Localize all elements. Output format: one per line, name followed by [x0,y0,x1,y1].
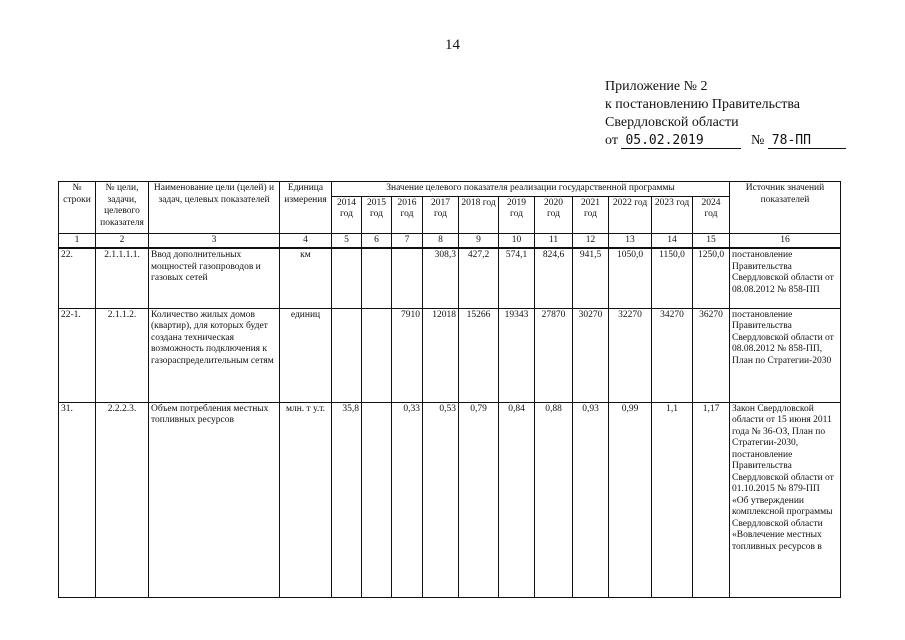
value-cell: 824,6 [535,248,573,308]
value-cell [362,402,392,597]
column-number: 1 [59,233,96,248]
column-number-row [59,233,841,248]
goal-number: 2.1.1.1.1. [96,248,149,308]
goal-number: 2.1.1.2. [96,308,149,402]
table-row [59,402,841,597]
header-unit: Единица измерения [280,182,332,234]
column-number: 5 [332,233,362,248]
value-cell: 0,53 [423,402,459,597]
unit: млн. т у.т. [280,402,332,597]
value-cell: 0,88 [535,402,573,597]
value-cell: 27870 [535,308,573,402]
source-cell: постановление Правительства Свердловской области от 08.08.2012 № 858-ПП [730,248,841,308]
unit: единиц [280,308,332,402]
source-cell: постановление Правительства Свердловской области от 08.08.2012 № 858-ПП, План по Стратегии-2030 [730,308,841,402]
value-cell [332,308,362,402]
header-year: 2022 год [609,196,652,233]
value-cell: 308,3 [423,248,459,308]
value-cell: 427,2 [459,248,499,308]
unit: км [280,248,332,308]
row-number: 22. [59,248,96,308]
header-year: 2014 год [332,196,362,233]
header-row-1 [59,182,841,197]
value-cell: 1,1 [652,402,693,597]
value-cell: 0,33 [392,402,423,597]
header-year: 2015 год [362,196,392,233]
resolution-date: 05.02.2019 [621,133,741,149]
header-year: 2016 год [392,196,423,233]
appendix-resolution: к постановлению Правительства [605,97,801,112]
value-cell: 1150,0 [652,248,693,308]
appendix-title: Приложение № 2 [605,79,708,94]
number-label: № [750,133,765,148]
value-cell [362,308,392,402]
value-cell: 32270 [609,308,652,402]
column-number: 12 [573,233,609,248]
page-number: 14 [445,37,460,53]
column-number: 10 [499,233,535,248]
header-year: 2017 год [423,196,459,233]
value-cell [332,248,362,308]
appendix-block [605,78,846,150]
header-source: Источник значений показателей [730,182,841,234]
header-year: 2021 год [573,196,609,233]
row-number: 31. [59,402,96,597]
column-number: 9 [459,233,499,248]
header-year: 2018 год [459,196,499,233]
column-number: 4 [280,233,332,248]
from-label: от [605,133,618,148]
column-number: 16 [730,233,841,248]
column-number: 13 [609,233,652,248]
column-number: 11 [535,233,573,248]
goal-number: 2.2.2.3. [96,402,149,597]
resolution-number: 78-ПП [768,133,846,149]
value-cell: 574,1 [499,248,535,308]
value-cell: 35,8 [332,402,362,597]
value-cell: 1250,0 [693,248,730,308]
value-cell: 34270 [652,308,693,402]
indicator-name: Ввод дополнительных мощностей газопроводов и газовых сетей [149,248,280,308]
header-values-group: Значение целевого показателя реализации государственной программы [332,182,730,197]
header-row-no: № строки [59,182,96,234]
row-number: 22-1. [59,308,96,402]
value-cell: 941,5 [573,248,609,308]
value-cell: 0,93 [573,402,609,597]
table-row [59,248,841,308]
column-number: 7 [392,233,423,248]
column-number: 8 [423,233,459,248]
value-cell: 19343 [499,308,535,402]
value-cell [392,248,423,308]
value-cell: 1,17 [693,402,730,597]
indicator-name: Объем потребления местных топливных ресурсов [149,402,280,597]
indicator-name: Количество жилых домов (квартир), для которых будет создана техническая возможность подключения к газораспределительным сетям [149,308,280,402]
source-cell: Закон Свердловской области от 15 июня 2011 года № 36-ОЗ, План по Стратегии-2030, постановление Правительства Свердловской области от 01.10.2015 № 879-ПП «Об утверждении комплексной программы Свердловской области «Вовлечение местных топливных ресурсов в [730,402,841,597]
header-year: 2024 год [693,196,730,233]
column-number: 15 [693,233,730,248]
appendix-region: Свердловской области [605,115,739,130]
value-cell: 7910 [392,308,423,402]
value-cell: 1050,0 [609,248,652,308]
indicators-table [58,181,841,598]
value-cell [362,248,392,308]
value-cell: 0,79 [459,402,499,597]
column-number: 14 [652,233,693,248]
value-cell: 12018 [423,308,459,402]
header-name: Наименование цели (целей) и задач, целевых показателей [149,182,280,234]
header-year: 2023 год [652,196,693,233]
column-number: 6 [362,233,392,248]
value-cell: 0,84 [499,402,535,597]
column-number: 2 [96,233,149,248]
value-cell: 0,99 [609,402,652,597]
value-cell: 36270 [693,308,730,402]
value-cell: 30270 [573,308,609,402]
table-row [59,308,841,402]
value-cell: 15266 [459,308,499,402]
header-goal-no: № цели, задачи, целевого показателя [96,182,149,234]
appendix-date-line [605,132,846,150]
header-year: 2020 год [535,196,573,233]
header-year: 2019 год [499,196,535,233]
column-number: 3 [149,233,280,248]
